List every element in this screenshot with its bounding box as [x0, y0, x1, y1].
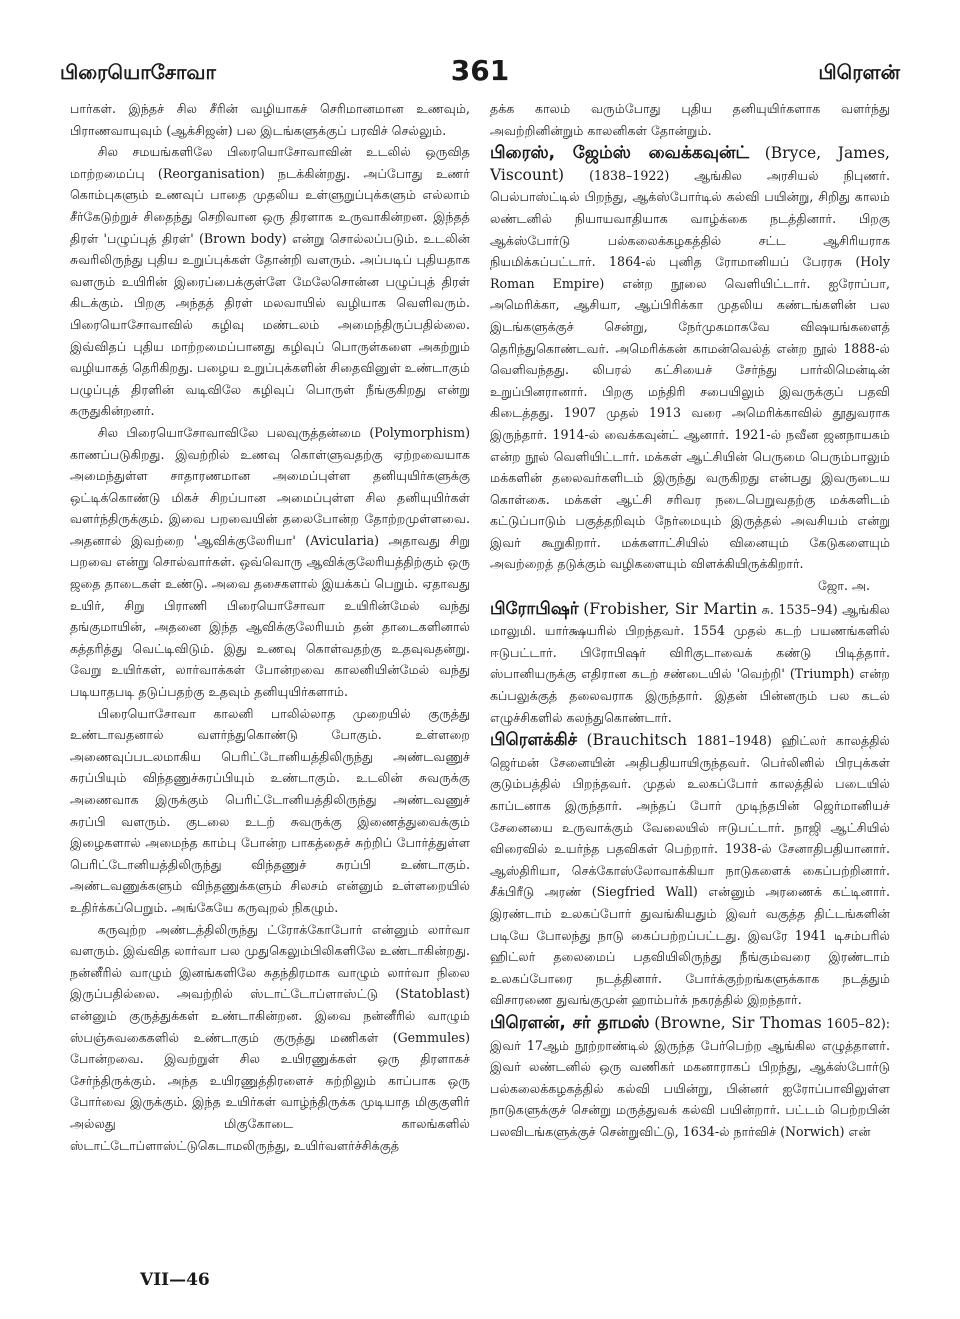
entry-body: 1881–1948) ஹிட்லர் காலத்தில் ஜெர்மன் சேனையின் அதிபதியாயிருந்தவர். பெர்லினில் பிரபுக்கள் குடும்பத்தில் பிறந்தவர். முதல் உலகப்போர் காலத்தில் படையில் காப்டனாக இருந்தார். அந்தப் போர் முடிந்தபின் ஜெர்மானியச் சேனையை உருவாக்கும் வேலையில் ஈடுபட்டார். நாஜி ஆட்சியில் விரைவில் உயர்ந்த பதவிகள் பெற்றார். 1938-ல் சேனாதிபதியானார். ஆஸ்திரியா, செக்கோஸ்லோவாக்கியா நாடுகளைக் கைப்பற்றினார். சீக்பிரீடு அரண் (Siegfried Wall) என்னும் அரணைக் கட்டினார். இரண்டாம் உலகப்போர் துவங்கியதும் இவர் வகுத்த திட்டங்களின் படியே போலந்து நாடு கைப்பற்றப்பட்டது. இவரே 1941 டிசம்பரில் ஹிட்லர் தலைமைப் பதவியிலிருந்து நீங்கும்வரை இரண்டாம் உலகப்போரை நடத்தினார். போர்க்குற்றங்களுக்காக நடத்தும் விசாரணை துவங்குமுன் ஹாம்பர்க் நகரத்தில் இறந்தார்.: [490, 733, 890, 1008]
paragraph: பார்கள். இந்தச் சில சீரின் வழியாகச் செரிமானமான உணவும், பிராணவாயுவும் (ஆக்சிஜன்) பல இடங்களுக்குப் பரவிச் செல்லும்.: [70, 101, 470, 138]
entry-body: சு. 1535–94) ஆங்கில மாலுமி. யார்க்ஷயரில் பிறந்தவர். 1554 முதல் கடற் பயணங்களில் ஈடுபட்டார். பிரோபிஷர் விரிகுடாவைக் கண்டு பிடித்தார். ஸ்பானியருக்கு எதிரான கடற் சண்டையில் 'வெற்றி' (Triumph) என்ற கப்பலுக்குத் தலைவராக இருந்தார். இதன் பின்னரும் பல கடல் எழுச்சிகளில் கலந்துகொண்டார்.: [490, 601, 891, 725]
entry-browne: [490, 1013, 890, 1143]
entry-bryce: [490, 143, 890, 596]
entry-headword: பிரைஸ், ஜேம்ஸ் வைக்கவுன்ட்: [490, 143, 749, 164]
entry-english-name: (Browne, Sir Thomas: [654, 1013, 822, 1032]
entry-body: (1838–1922) ஆங்கில அரசியல் நிபுணர். பெல்பாஸ்ட்டில் பிறந்து, ஆக்ஸ்போர்டில் கல்வி பயின்று, சிறிது காலம் லண்டனில் நியாயவாதியாக வாழ்க்கை நடத்தினார். பிறகு ஆக்ஸ்போர்டு பல்கலைக்கழகத்தில் சட்ட ஆசிரியராக நியமிக்கப்பட்டார். 1864-ல் புனித ரோமானியப் பேரரசு (Holy Roman Empire) என்ற நூலை வெளியிட்டார். ஐரோப்பா, அமெரிக்கா, ஆசியா, ஆப்பிரிக்கா முதலிய கண்டங்களின் பல இடங்களுக்குச் சென்று, நேர்முகமாகவே விஷயங்களைத் தெரிந்துகொண்டவர். அமெரிக்கன் காமன்வெல்த் என்ற நூல் 1888-ல் வெளிவந்தது. லிபரல் கட்சியைச் சேர்ந்து பார்லிமென்டின் உறுப்பினரானார். பிறகு மந்திரி சபையிலும் இவருக்குப் பதவி கிடைத்தது. 1907 முதல் 1913 வரை அமெரிக்காவில் தூதுவராக இருந்தார். 1914-ல் வைக்கவுன்ட் ஆனார். 1921-ல் நவீன ஜனநாயகம் என்ற நூல் வெளியிட்டார். மக்கள் ஆட்சியின் பெருமை பெரும்பாலும் மக்களின் தலைவர்களிடம் இருந்து வருகிறது என்பது இவருடைய கொள்கை. மக்கள் ஆட்சி சரிவர நடைபெறுவதற்கு மக்களிடம் கட்டுப்பாடும் பகுத்தறிவும் நேர்மையும் இருத்தல் அவசியம் என்று இவர் கூறுகிறார். மக்களாட்சியில் வினையும் கேடுகளையும் அவற்றைத் தடுக்கும் வழிகளையும் விளக்கியிருக்கிறார்.: [490, 167, 890, 572]
entry-english-name: (Brauchitsch: [586, 731, 688, 750]
entry-english-name: (Bryce, James, Viscount): [490, 144, 890, 184]
running-head-right: பிரௌன்: [818, 60, 900, 84]
entry-headword: பிரௌன், சர் தாமஸ்: [490, 1012, 650, 1033]
entry-brauchitsch: [490, 730, 890, 1011]
volume-signature-mark: VII—46: [140, 1270, 210, 1290]
paragraph: சில பிரையொசோவாவிலே பலவுருத்தன்மை (Polymorphism) காணப்படுகிறது. இவற்றில் உணவு கொள்ளுவதற்கு ஏற்றவையாக அமைந்துள்ள சாதாரணமான அமைப்புள்ள தனியுயிர்களுக்கு ஒட்டிக்கொண்டு மிகச் சிறப்பான அமைப்புள்ள சில தனியுயிர்கள் வளர்ந்திருக்கும். இவை பறவையின் தலைபோன்ற தோற்றமுள்ளவை. அதனால் இவற்றை 'ஆவிக்குலேரியா' (Avicularia) அதாவது சிறு பறவை என்று சொல்வார்கள். ஒவ்வொரு ஆவிக்குலேரியத்திற்கும் ஒரு ஜதை தாடைகள் உண்டு. அவை தசைகளால் இயக்கப் பெறும். ஏதாவது உயிர், சிறு பிராணி பிரையொசோவா உயிரின்மேல் வந்து தங்குமாயின், அதனை இந்த ஆவிக்குலேரியம் தன் தாடைகளினால் கத்தரித்து வெட்டிவிடும். இது உணவு கொள்வதற்கு உதவுவதன்று. வேறு உயிர்கள், லார்வாக்கள் போன்றவை காலனியின்மேல் வந்து படியாதபடி தடுப்பதற்கு உதவும் தனியுயிர்களாம்.: [70, 424, 470, 700]
page-number: 361: [450, 54, 510, 87]
entry-english-name: (Frobisher, Sir Martin: [583, 599, 758, 618]
paragraph: கருவுற்ற அண்டத்திலிருந்து ட்ரோக்கோபோர் என்னும் லார்வா வளரும். இவ்வித லார்வா பல முதுகெலும்பிலிகளிலே உண்டாகின்றது. நன்னீரில் வாழும் இனங்களிலே சுதந்திரமாக வாழும் லார்வா நிலை இருப்பதில்லை. அவற்றில் ஸ்டாட்டோப்ளாஸ்ட்டு (Statoblast) என்னும் குருத்துக்கள் உண்டாகின்றன. இவை நன்னீரில் வாழும் ஸ்பஞ்சுவகைகளில் உண்டாகும் குருத்து மணிகள் (Gemmules) போன்றவை. இவற்றுள் சில உயிரணுக்கள் ஒரு திரளாகச் சேர்ந்திருக்கும். அந்த உயிரணுத்திரளைச் சுற்றிலும் காப்பாக ஒரு போர்வை இருக்கும். இந்த உயிர்கள் வாழ்ந்திருக்க முடியாத மிகுகுளிர் அல்லது மிகுகோடை காலங்களில் ஸ்டாட்டோப்ளாஸ்ட்டுகெடாமலிருந்து, உயிர்வளர்ச்சிக்குத்: [70, 921, 470, 1153]
right-column: [490, 98, 890, 1143]
entry-frobisher: [490, 599, 890, 729]
page-header: [60, 54, 900, 94]
running-head-left: பிரையொசோவா: [60, 60, 216, 84]
paragraph: தக்க காலம் வரும்போது புதிய தனியுயிர்களாக வளர்ந்து அவற்றினின்றும் காலனிகள் தோன்றும்.: [490, 101, 890, 138]
author-signature: ஜோ. அ.: [817, 578, 870, 594]
paragraph: பிரையொசோவா காலனி பாலில்லாத முறையில் குருத்து உண்டாவதனால் வளர்ந்துகொண்டு போகும். உள்ளறை அணைவுப்படலமாகிய பெரிட்டோனியத்திலிருந்து அண்டவணுச் சுரப்பியும் விந்தணுச்சுரப்பியும் உண்டாகும். உடலின் சுவருக்கு அணைவாக இருக்கும் பெரிட்டோனியத்திலிருந்து அண்டவணுச் சுரப்பி வளரும். குடலை உடற் சுவருக்கு இணைத்துவைக்கும் இழைகளால் அமைந்த காம்பு போன்ற பாகத்தைச் சுற்றிப் போர்த்துள்ள பெரிட்டோனியத்திலிருந்து விந்தணுச் சுரப்பி உண்டாகும். அண்டவணுக்களும் விந்தணுக்களும் சிலசம் என்னும் உள்ளறையில் உதிர்க்கப்பெறும். அங்கேயே கருவுறல் நிகழும்.: [70, 705, 470, 915]
entry-body: 1605–82): இவர் 17ஆம் நூற்றாண்டில் இருந்த பேர்பெற்ற ஆங்கில எழுத்தாளர். இவர் லண்டனில் ஒரு வணிகர் மகனாராகப் பிறந்து, ஆக்ஸ்போர்டு பல்கலைக்கழகத்தில் கல்வி பயின்று, பின்னர் ஐரோப்பாவிலுள்ள நாடுகளுக்குச் சென்று மருத்துவக் கல்வி பயின்றார். பட்டம் பெற்றபின் பலவிடங்களுக்குச் சென்றுவிட்டு, 1634-ல் நார்விச் (Norwich) என்: [490, 1015, 890, 1139]
left-column: [70, 98, 470, 1156]
paragraph: சில சமயங்களிலே பிரையொசோவாவின் உடலில் ஒருவித மாற்றமைப்பு (Reorganisation) நடக்கின்றது. அப்போது உணர் கொம்புகளும் உணவுப் பாதை முதலிய உள்ளுறுப்புக்களும் எல்லாம் சீர்கேடுற்றுச் சிதைந்து செறிவான ஒரு திரளாக உருவாகின்றன. இந்தத் திரள் 'பழுப்புத் திரள்' (Brown body) என்று சொல்லப்படும். உடலின் சுவரிலிருந்து புதிய உறுப்புக்கள் தோன்றி வளரும். அப்படிப் புதியதாக வளரும் உயிரின் இரைப்பைக்குள்ளே மேலேசொன்ன பழுப்புத் திரள் கிடக்கும். பிறகு அந்தத் திரள் மலவாயில் வழியாக வெளிவரும். பிரையொசோவாவில் கழிவு மண்டலம் அமைந்திருப்பதில்லை. இவ்விதப் புதிய மாற்றமைப்பானது கழிவுப் பொருள்களை அகற்றும் வழியாகத் தெரிகிறது. பழைய உறுப்புக்களின் சிதைவினுள் உண்டாகும் பழுப்புத் திரளின் வடிவிலே கழிவுப் பொருள் நீங்குகிறது என்று கருதுகின்றனர்.: [70, 144, 470, 419]
entry-headword: பிரௌக்கிச்: [490, 730, 578, 751]
entry-headword: பிரோபிஷர்: [490, 598, 579, 619]
